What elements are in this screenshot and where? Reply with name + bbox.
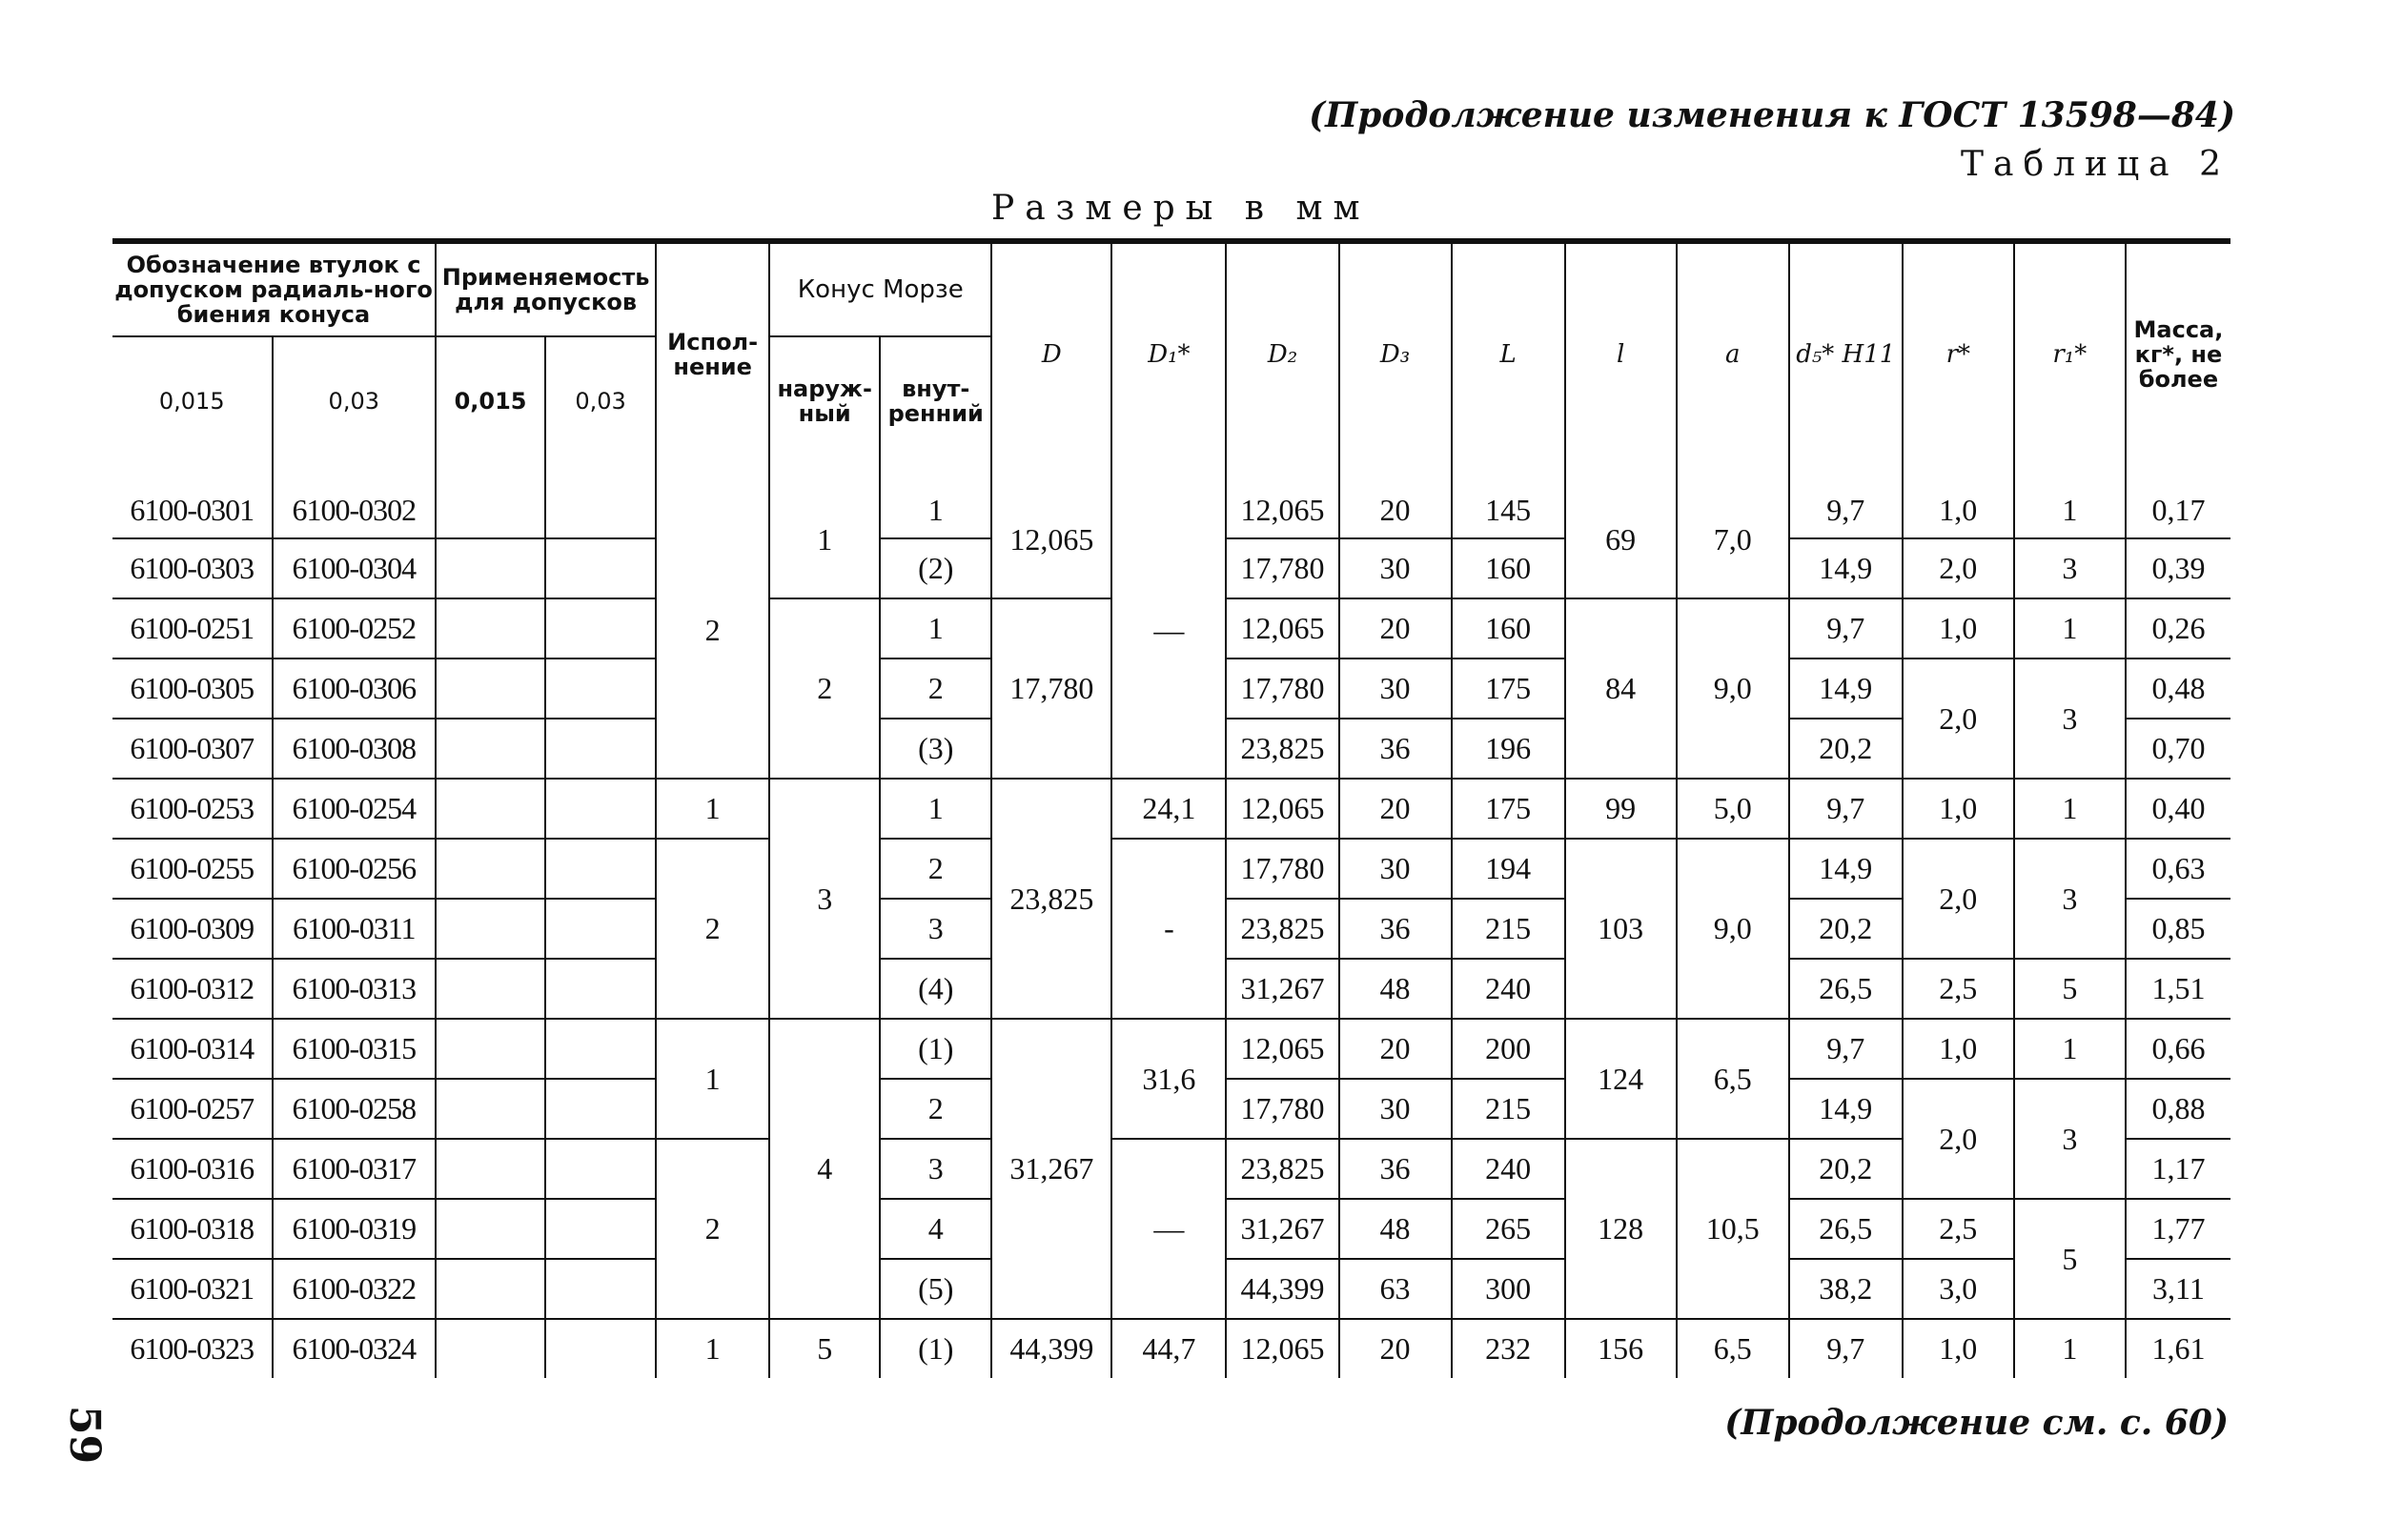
inner-cone-cell: 1 <box>880 598 991 659</box>
inner-cone-cell: (5) <box>880 1259 991 1319</box>
mass-cell: 0,88 <box>2126 1079 2230 1139</box>
r-cell: 3,0 <box>1903 1259 2014 1319</box>
D-cell: 23,825 <box>991 779 1111 1019</box>
r1-cell: 1 <box>2014 1319 2126 1378</box>
mass-cell: 0,40 <box>2126 779 2230 839</box>
mass-cell: 0,39 <box>2126 538 2230 598</box>
L-cell: 194 <box>1452 839 1565 899</box>
app-015-cell <box>436 1139 545 1199</box>
D2-cell: 44,399 <box>1226 1259 1338 1319</box>
app-015-cell <box>436 959 545 1019</box>
outer-cone-cell: 1 <box>769 465 880 598</box>
D3-cell: 20 <box>1339 598 1452 659</box>
table-label: Таблица 2 <box>1961 145 2230 184</box>
app-015-cell <box>436 1319 545 1378</box>
d5-cell: 38,2 <box>1789 1259 1903 1319</box>
D-cell: 31,267 <box>991 1019 1111 1319</box>
D3-header: D₃ <box>1339 241 1452 465</box>
D1-cell: — <box>1111 465 1226 779</box>
L-cell: 300 <box>1452 1259 1565 1319</box>
tol-03-header: 0,03 <box>273 336 437 465</box>
code-015: 6100-0257 <box>112 1079 273 1139</box>
D3-cell: 36 <box>1339 1139 1452 1199</box>
a-cell: 10,5 <box>1677 1139 1789 1319</box>
D1-cell: — <box>1111 1139 1226 1319</box>
D2-cell: 17,780 <box>1226 538 1338 598</box>
D2-cell: 17,780 <box>1226 1079 1338 1139</box>
mass-cell: 0,26 <box>2126 598 2230 659</box>
d5-cell: 9,7 <box>1789 465 1903 538</box>
code-03: 6100-0308 <box>273 719 437 779</box>
D1-cell: - <box>1111 839 1226 1019</box>
inner-cone-cell: (4) <box>880 959 991 1019</box>
r-cell: 1,0 <box>1903 1319 2014 1378</box>
app-015-cell <box>436 465 545 538</box>
D3-cell: 30 <box>1339 1079 1452 1139</box>
app-03-cell <box>545 1139 656 1199</box>
applicability-header: Применяемость для допусков <box>436 241 656 336</box>
D2-cell: 12,065 <box>1226 1019 1338 1079</box>
d5-cell: 9,7 <box>1789 598 1903 659</box>
r-cell: 1,0 <box>1903 1019 2014 1079</box>
code-015: 6100-0307 <box>112 719 273 779</box>
D-cell: 44,399 <box>991 1319 1111 1378</box>
D-cell: 17,780 <box>991 598 1111 779</box>
r1-cell: 3 <box>2014 538 2126 598</box>
D1-cell: 24,1 <box>1111 779 1226 839</box>
code-015: 6100-0309 <box>112 899 273 959</box>
app-015-cell <box>436 598 545 659</box>
d5-header: d₅* H11 <box>1789 241 1903 465</box>
l-cell: 69 <box>1565 465 1677 598</box>
L-cell: 265 <box>1452 1199 1565 1259</box>
units-label: Размеры в мм <box>991 189 1371 228</box>
D3-cell: 30 <box>1339 839 1452 899</box>
a-cell: 9,0 <box>1677 598 1789 779</box>
code-015: 6100-0301 <box>112 465 273 538</box>
D1-header: D₁* <box>1111 241 1226 465</box>
mass-header: Масса, кг*, не более <box>2126 241 2230 465</box>
app-015-cell <box>436 1199 545 1259</box>
execution-cell: 2 <box>656 465 769 779</box>
tol-015-header: 0,015 <box>112 336 273 465</box>
app-03-cell <box>545 719 656 779</box>
d5-cell: 14,9 <box>1789 538 1903 598</box>
morse-cone-header: Конус Морзе <box>769 241 991 336</box>
designation-header: Обозначение втулок с допуском радиаль-ного биения конуса <box>112 241 436 336</box>
D-cell: 12,065 <box>991 465 1111 598</box>
D3-cell: 20 <box>1339 779 1452 839</box>
code-015: 6100-0305 <box>112 659 273 719</box>
inner-cone-cell: 2 <box>880 1079 991 1139</box>
D2-cell: 23,825 <box>1226 1139 1338 1199</box>
code-03: 6100-0319 <box>273 1199 437 1259</box>
l-cell: 156 <box>1565 1319 1677 1378</box>
app-03-cell <box>545 659 656 719</box>
l-cell: 103 <box>1565 839 1677 1019</box>
D2-cell: 31,267 <box>1226 959 1338 1019</box>
inner-cone-cell: 1 <box>880 465 991 538</box>
r-cell: 1,0 <box>1903 779 2014 839</box>
l-cell: 84 <box>1565 598 1677 779</box>
d5-cell: 14,9 <box>1789 1079 1903 1139</box>
code-03: 6100-0252 <box>273 598 437 659</box>
r-cell: 2,5 <box>1903 1199 2014 1259</box>
D3-cell: 20 <box>1339 465 1452 538</box>
D2-cell: 31,267 <box>1226 1199 1338 1259</box>
D2-cell: 12,065 <box>1226 598 1338 659</box>
D3-cell: 30 <box>1339 538 1452 598</box>
l-cell: 124 <box>1565 1019 1677 1139</box>
app-015-cell <box>436 1019 545 1079</box>
D2-cell: 12,065 <box>1226 465 1338 538</box>
execution-header: Испол-нение <box>656 241 769 465</box>
d5-cell: 26,5 <box>1789 959 1903 1019</box>
code-015: 6100-0251 <box>112 598 273 659</box>
mass-cell: 0,63 <box>2126 839 2230 899</box>
L-cell: 232 <box>1452 1319 1565 1378</box>
app-015-cell <box>436 839 545 899</box>
inner-cone-cell: 4 <box>880 1199 991 1259</box>
code-03: 6100-0322 <box>273 1259 437 1319</box>
execution-cell: 2 <box>656 839 769 1019</box>
execution-cell: 1 <box>656 779 769 839</box>
D3-cell: 48 <box>1339 959 1452 1019</box>
app-03-cell <box>545 1319 656 1378</box>
d5-cell: 9,7 <box>1789 779 1903 839</box>
l-cell: 128 <box>1565 1139 1677 1319</box>
D2-cell: 23,825 <box>1226 719 1338 779</box>
code-015: 6100-0253 <box>112 779 273 839</box>
r-cell: 2,5 <box>1903 959 2014 1019</box>
D2-cell: 17,780 <box>1226 659 1338 719</box>
code-03: 6100-0313 <box>273 959 437 1019</box>
mass-cell: 0,48 <box>2126 659 2230 719</box>
code-03: 6100-0315 <box>273 1019 437 1079</box>
r-cell: 2,0 <box>1903 659 2014 779</box>
r1-cell: 1 <box>2014 598 2126 659</box>
D-header: D <box>991 241 1111 465</box>
r-cell: 1,0 <box>1903 598 2014 659</box>
D3-cell: 48 <box>1339 1199 1452 1259</box>
l-header: l <box>1565 241 1677 465</box>
app-015-cell <box>436 779 545 839</box>
inner-cone-cell: 3 <box>880 1139 991 1199</box>
code-03: 6100-0324 <box>273 1319 437 1378</box>
L-header: L <box>1452 241 1565 465</box>
r1-cell: 1 <box>2014 465 2126 538</box>
code-03: 6100-0306 <box>273 659 437 719</box>
app-03-cell <box>545 1079 656 1139</box>
d5-cell: 9,7 <box>1789 1319 1903 1378</box>
inner-cone-cell: 3 <box>880 899 991 959</box>
inner-header: внут-ренний <box>880 336 991 465</box>
code-015: 6100-0312 <box>112 959 273 1019</box>
D1-cell: 44,7 <box>1111 1319 1226 1378</box>
app-03-cell <box>545 1259 656 1319</box>
D3-cell: 30 <box>1339 659 1452 719</box>
d5-cell: 20,2 <box>1789 1139 1903 1199</box>
app-03-cell <box>545 598 656 659</box>
outer-cone-cell: 3 <box>769 779 880 1019</box>
mass-cell: 1,77 <box>2126 1199 2230 1259</box>
l-cell: 99 <box>1565 779 1677 839</box>
mass-cell: 3,11 <box>2126 1259 2230 1319</box>
app-03-cell <box>545 899 656 959</box>
mass-cell: 1,17 <box>2126 1139 2230 1199</box>
inner-cone-cell: (1) <box>880 1019 991 1079</box>
app-03-cell <box>545 1019 656 1079</box>
L-cell: 200 <box>1452 1019 1565 1079</box>
app-03-cell <box>545 538 656 598</box>
L-cell: 145 <box>1452 465 1565 538</box>
code-03: 6100-0258 <box>273 1079 437 1139</box>
app-03-cell <box>545 1199 656 1259</box>
a-cell: 9,0 <box>1677 839 1789 1019</box>
outer-cone-cell: 5 <box>769 1319 880 1378</box>
d5-cell: 20,2 <box>1789 899 1903 959</box>
D3-cell: 63 <box>1339 1259 1452 1319</box>
inner-cone-cell: (3) <box>880 719 991 779</box>
app-03-cell <box>545 465 656 538</box>
D3-cell: 36 <box>1339 719 1452 779</box>
r-cell: 2,0 <box>1903 538 2014 598</box>
app-03-cell <box>545 779 656 839</box>
app-015-cell <box>436 1079 545 1139</box>
d5-cell: 26,5 <box>1789 1199 1903 1259</box>
D3-cell: 20 <box>1339 1019 1452 1079</box>
L-cell: 240 <box>1452 959 1565 1019</box>
D2-cell: 12,065 <box>1226 779 1338 839</box>
app-03-header: 0,03 <box>545 336 656 465</box>
continuation-title: (Продолжение изменения к ГОСТ 13598—84) <box>1309 95 2235 135</box>
d5-cell: 20,2 <box>1789 719 1903 779</box>
code-03: 6100-0302 <box>273 465 437 538</box>
r1-cell: 5 <box>2014 1199 2126 1319</box>
code-015: 6100-0321 <box>112 1259 273 1319</box>
d5-cell: 14,9 <box>1789 659 1903 719</box>
D2-header: D₂ <box>1226 241 1338 465</box>
code-03: 6100-0311 <box>273 899 437 959</box>
mass-cell: 0,17 <box>2126 465 2230 538</box>
L-cell: 160 <box>1452 538 1565 598</box>
L-cell: 160 <box>1452 598 1565 659</box>
a-cell: 5,0 <box>1677 779 1789 839</box>
a-cell: 6,5 <box>1677 1319 1789 1378</box>
execution-cell: 2 <box>656 1139 769 1319</box>
code-03: 6100-0304 <box>273 538 437 598</box>
inner-cone-cell: 1 <box>880 779 991 839</box>
inner-cone-cell: 2 <box>880 659 991 719</box>
app-015-cell <box>436 719 545 779</box>
inner-cone-cell: (2) <box>880 538 991 598</box>
code-015: 6100-0255 <box>112 839 273 899</box>
code-015: 6100-0323 <box>130 1331 255 1366</box>
r-cell: 1,0 <box>1903 465 2014 538</box>
code-015: 6100-0318 <box>112 1199 273 1259</box>
app-015-cell <box>436 659 545 719</box>
D2-cell: 17,780 <box>1226 839 1338 899</box>
app-015-cell <box>436 1259 545 1319</box>
L-cell: 215 <box>1452 1079 1565 1139</box>
inner-cone-cell: (1) <box>880 1319 991 1378</box>
r1-cell: 5 <box>2014 959 2126 1019</box>
page-number: 59 <box>60 1405 110 1465</box>
L-cell: 215 <box>1452 899 1565 959</box>
mass-cell: 0,70 <box>2126 719 2230 779</box>
D3-cell: 20 <box>1339 1319 1452 1378</box>
r1-cell: 3 <box>2014 1079 2126 1199</box>
app-03-cell <box>545 839 656 899</box>
mass-cell: 1,61 <box>2126 1319 2230 1378</box>
inner-cone-cell: 2 <box>880 839 991 899</box>
r1-cell: 3 <box>2014 659 2126 779</box>
app-015-cell <box>436 899 545 959</box>
L-cell: 175 <box>1452 659 1565 719</box>
code-015: 6100-0314 <box>112 1019 273 1079</box>
mass-cell: 0,66 <box>2126 1019 2230 1079</box>
app-015-header: 0,015 <box>436 336 545 465</box>
D1-cell: 31,6 <box>1111 1019 1226 1139</box>
code-015: 6100-0303 <box>112 538 273 598</box>
L-cell: 196 <box>1452 719 1565 779</box>
r1-header: r₁* <box>2014 241 2126 465</box>
r-header: r* <box>1903 241 2014 465</box>
D2-cell: 12,065 <box>1226 1319 1338 1378</box>
r1-cell: 1 <box>2014 1019 2126 1079</box>
continuation-note: (Продолжение см. с. 60) <box>1724 1403 2229 1443</box>
outer-cone-cell: 2 <box>769 598 880 779</box>
mass-cell: 0,85 <box>2126 899 2230 959</box>
r-cell: 2,0 <box>1903 839 2014 959</box>
dimensions-table <box>112 238 2230 1378</box>
L-cell: 175 <box>1452 779 1565 839</box>
L-cell: 240 <box>1452 1139 1565 1199</box>
code-03: 6100-0254 <box>273 779 437 839</box>
app-015-cell <box>436 538 545 598</box>
execution-cell: 1 <box>656 1019 769 1139</box>
code-03: 6100-0256 <box>273 839 437 899</box>
r-cell: 2,0 <box>1903 1079 2014 1199</box>
app-03-cell <box>545 959 656 1019</box>
D3-cell: 36 <box>1339 899 1452 959</box>
d5-cell: 14,9 <box>1789 839 1903 899</box>
outer-cone-cell: 4 <box>769 1019 880 1319</box>
r1-cell: 1 <box>2014 779 2126 839</box>
code-015: 6100-0316 <box>112 1139 273 1199</box>
a-cell: 7,0 <box>1677 465 1789 598</box>
d5-cell: 9,7 <box>1789 1019 1903 1079</box>
a-header: a <box>1677 241 1789 465</box>
execution-cell: 1 <box>656 1319 769 1378</box>
a-cell: 6,5 <box>1677 1019 1789 1139</box>
D2-cell: 23,825 <box>1226 899 1338 959</box>
mass-cell: 1,51 <box>2126 959 2230 1019</box>
outer-header: наруж-ный <box>769 336 880 465</box>
code-03: 6100-0317 <box>273 1139 437 1199</box>
r1-cell: 3 <box>2014 839 2126 959</box>
